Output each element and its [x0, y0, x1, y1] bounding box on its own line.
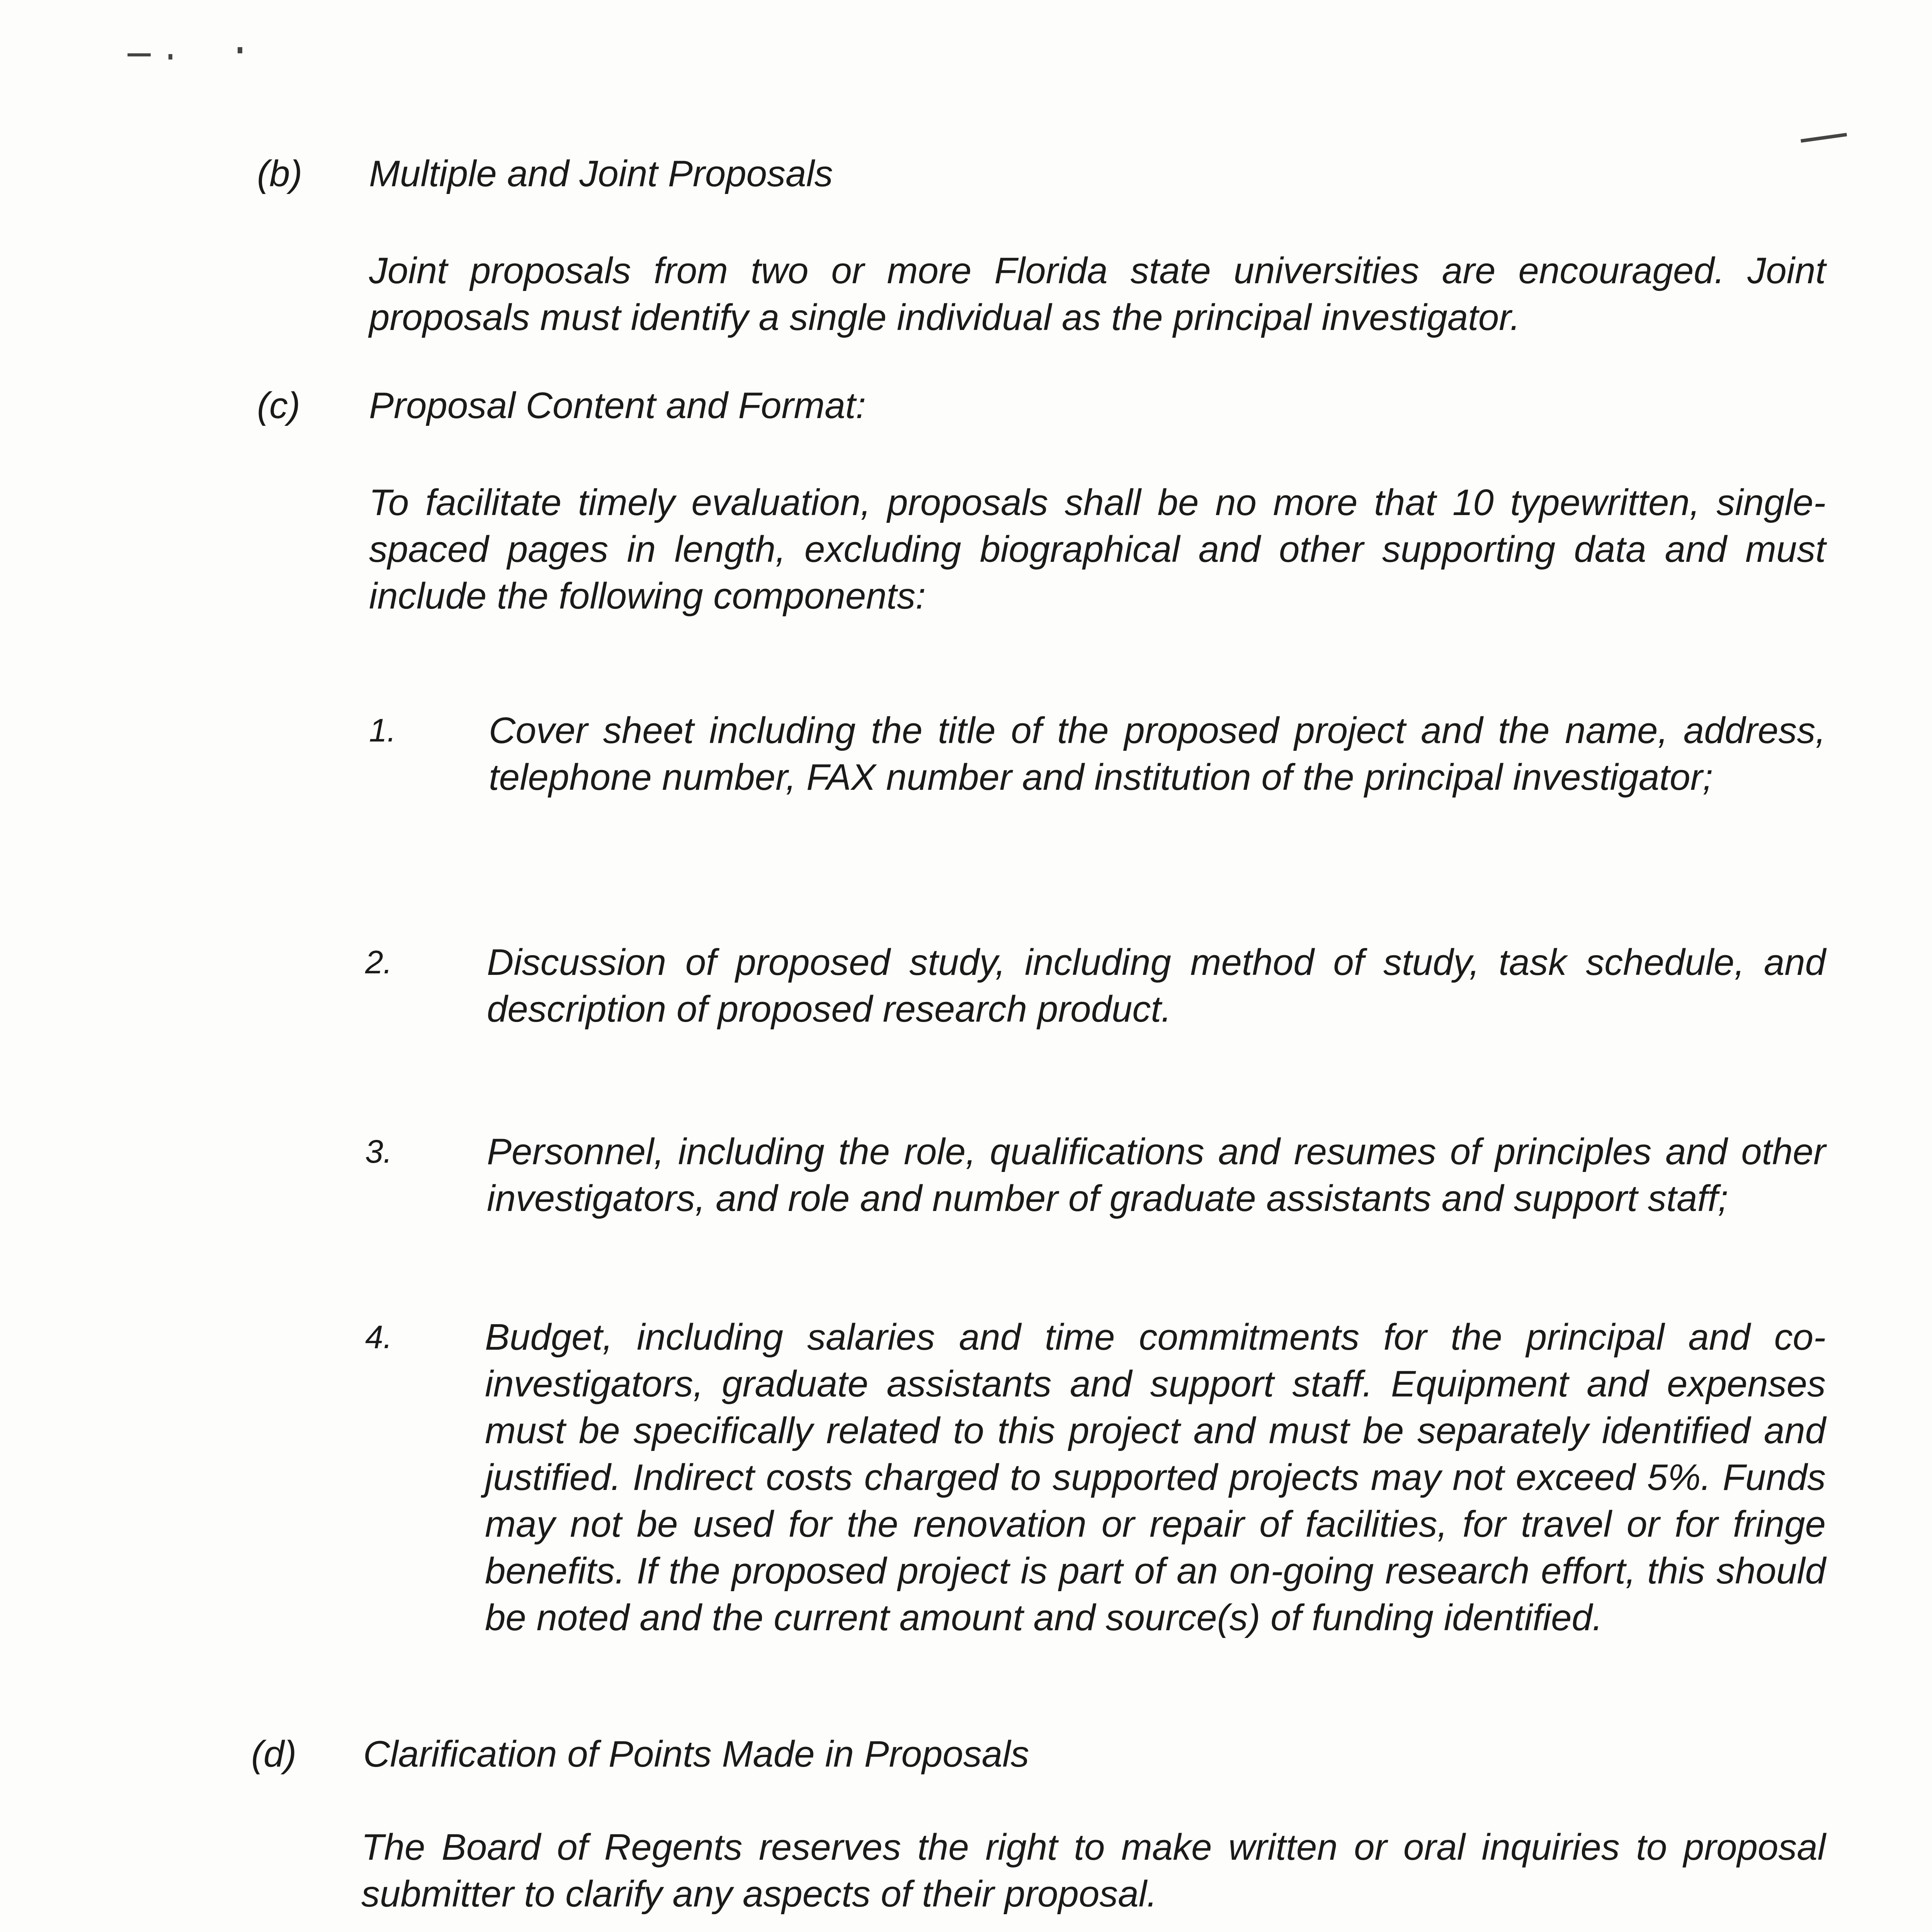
scan-mark-top-left: [128, 53, 151, 56]
scan-mark-top-right: [1801, 133, 1847, 143]
scan-mark-top-left-dot: [168, 54, 172, 60]
list-item-1-number: 1.: [369, 712, 396, 748]
list-item-3-number: 3.: [365, 1133, 393, 1170]
section-b-label: (b): [257, 153, 303, 194]
section-b-heading: Multiple and Joint Proposals: [369, 153, 833, 194]
section-d-label: (d): [251, 1733, 297, 1775]
section-c-label: (c): [257, 385, 300, 426]
list-item-4-text: Budget, including salaries and time commitments for the principal and co-investigators, graduate assistants and support staff. Equipment and expenses must be specifically related to this project and must be separately identified and justified. Indirect costs charged to supported projects may not exceed 5%. Funds may not be used for the renovation or repair of facilities, for travel or for fringe benefits. If the proposed project is part of an on-going research effort, this should be noted and the current amount and source(s) of funding identified.: [485, 1316, 1826, 1638]
list-item-2-number: 2.: [365, 944, 393, 980]
section-c-paragraph: To facilitate timely evaluation, proposals shall be no more that 10 typewritten, single-spaced pages in length, excluding biographical and other supporting data and must include the following components:: [369, 482, 1826, 617]
list-item-3-text: Personnel, including the role, qualifications and resumes of principles and other investigators, and role and number of graduate assistants and support staff;: [487, 1131, 1826, 1219]
section-b-paragraph: Joint proposals from two or more Florida state universities are encouraged. Joint proposals must identify a single individual as the principal investigator.: [369, 250, 1826, 338]
list-item-2-text: Discussion of proposed study, including method of study, task schedule, and description of proposed research product.: [487, 942, 1826, 1030]
scan-mark-top-dot: [238, 47, 242, 53]
section-c-heading: Proposal Content and Format:: [369, 385, 866, 426]
section-d-heading: Clarification of Points Made in Proposals: [363, 1733, 1029, 1775]
list-item-1-text: Cover sheet including the title of the proposed project and the name, address, telephone number, FAX number and institution of the principal investigator;: [489, 710, 1826, 798]
list-item-4-number: 4.: [365, 1319, 393, 1355]
section-d-paragraph: The Board of Regents reserves the right to make written or oral inquiries to proposal submitter to clarify any aspects of their proposal.: [361, 1827, 1826, 1915]
